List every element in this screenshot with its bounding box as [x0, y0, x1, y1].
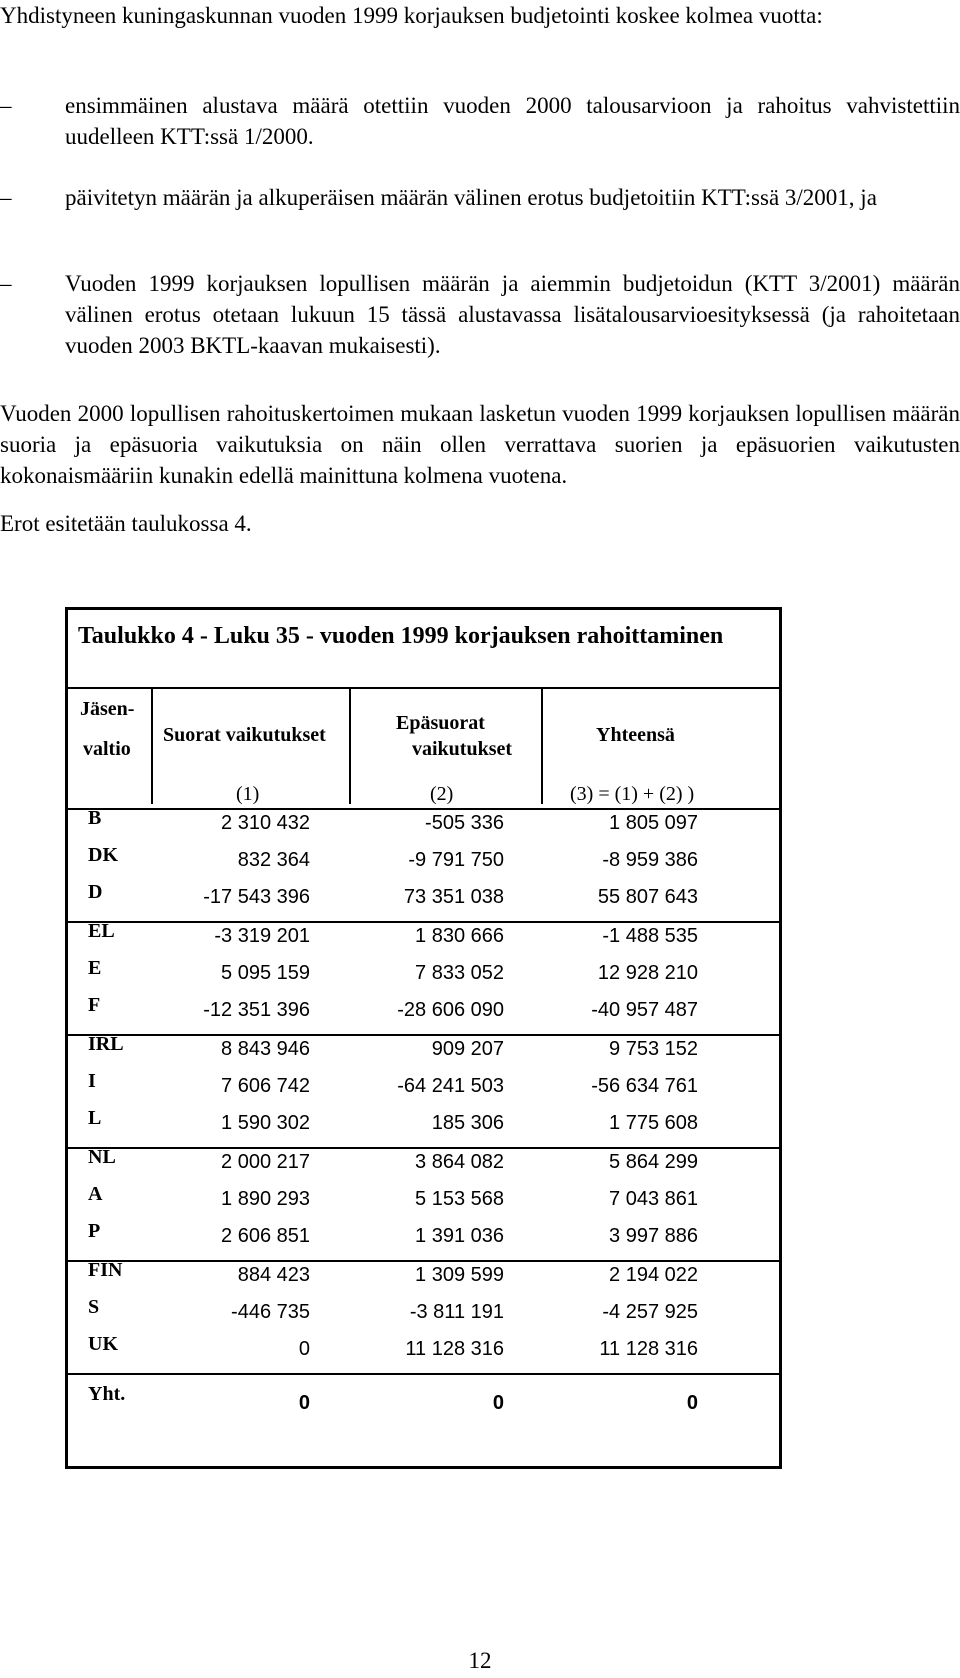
member-state-label: S: [88, 1296, 100, 1318]
indirect-value: 11 128 316: [405, 1338, 504, 1360]
indirect-value: 3 864 082: [415, 1151, 504, 1173]
indirect-value: 5 153 568: [415, 1188, 504, 1210]
direct-value: -3 319 201: [214, 925, 310, 947]
member-state-label: P: [88, 1220, 101, 1242]
indirect-value: -28 606 090: [397, 999, 504, 1021]
total-value: -4 257 925: [602, 1301, 698, 1323]
bullet-dash: –: [0, 271, 12, 296]
column-divider: [151, 687, 153, 804]
total-value: 1 775 608: [609, 1112, 698, 1134]
total-direct-value: 0: [298, 1392, 310, 1414]
member-state-label: EL: [88, 920, 115, 942]
indirect-value: 185 306: [431, 1112, 504, 1134]
header-indirect-2: vaikutukset: [412, 738, 513, 760]
direct-value: 0: [298, 1338, 310, 1360]
header-total: Yhteensä: [596, 724, 675, 746]
total-value: 5 864 299: [609, 1151, 698, 1173]
total-value: 2 194 022: [609, 1264, 698, 1286]
group-divider: [68, 921, 779, 923]
member-state-label: DK: [88, 844, 118, 866]
caption-divider: [68, 687, 779, 689]
group-divider: [68, 1034, 779, 1036]
direct-value: 7 606 742: [221, 1075, 310, 1097]
direct-value: -17 543 396: [203, 886, 310, 908]
indirect-value: 1 391 036: [415, 1225, 504, 1247]
bullet-text: päivitetyn määrän ja alkuperäisen määrän välinen erotus budjetoitiin KTT:ssä 3/2001, ja: [65, 185, 877, 210]
header-member-state-2: valtio: [83, 738, 131, 760]
paragraph-3: Erot esitetään taulukossa 4.: [0, 511, 252, 536]
direct-value: 832 364: [237, 849, 310, 871]
direct-value: 1 890 293: [221, 1188, 310, 1210]
total-value: -8 959 386: [602, 849, 698, 871]
indirect-value: 1 309 599: [415, 1264, 504, 1286]
total-value: 7 043 861: [609, 1188, 698, 1210]
indirect-value: 73 351 038: [403, 886, 504, 908]
indirect-value: 909 207: [431, 1038, 504, 1060]
total-label: Yht.: [88, 1383, 126, 1405]
direct-value: 5 095 159: [221, 962, 310, 984]
direct-value: 2 000 217: [221, 1151, 310, 1173]
table-caption: Taulukko 4 - Luku 35 - vuoden 1999 korjauksen rahoittaminen: [78, 623, 724, 649]
direct-value: 1 590 302: [221, 1112, 310, 1134]
direct-value: -446 735: [231, 1301, 310, 1323]
header-member-state-1: Jäsen-: [80, 698, 135, 720]
table-4: [65, 607, 782, 1469]
member-state-label: D: [88, 881, 103, 903]
total-indirect-value: 0: [492, 1392, 504, 1414]
subheader-col3: (3) = (1) + (2) ): [570, 783, 695, 805]
direct-value: -12 351 396: [203, 999, 310, 1021]
member-state-label: FIN: [88, 1259, 123, 1281]
total-value: -56 634 761: [591, 1075, 698, 1097]
member-state-label: UK: [88, 1333, 118, 1355]
bullet-text: ensimmäinen alustava määrä otettiin vuoden 2000 talousarvioon ja rahoitus vahvistettiin uudelleen KTT:ssä 1/2000.: [65, 93, 960, 149]
member-state-label: B: [88, 807, 102, 829]
total-value: 1 805 097: [609, 812, 698, 834]
column-divider: [349, 687, 351, 804]
group-divider: [68, 1260, 779, 1262]
page-number: 12: [468, 1648, 492, 1673]
direct-value: 884 423: [237, 1264, 310, 1286]
total-value: -40 957 487: [591, 999, 698, 1021]
group-divider: [68, 1373, 779, 1375]
indirect-value: -9 791 750: [408, 849, 504, 871]
indirect-value: 1 830 666: [415, 925, 504, 947]
bullet-dash: –: [0, 93, 12, 118]
indirect-value: -3 811 191: [409, 1301, 504, 1323]
indirect-value: -505 336: [425, 812, 504, 834]
bullet-text: Vuoden 1999 korjauksen lopullisen määrän ja aiemmin budjetoidun (KTT 3/2001) määrän välinen erotus otetaan lukuun 15 tässä alustavassa lisätalousarvioesityksessä (ja rahoitetaan vuoden 2003 BKTL-kaavan mukaisesti).: [65, 271, 960, 358]
intro-paragraph: Yhdistyneen kuningaskunnan vuoden 1999 korjauksen budjetointi koskee kolmea vuotta:: [0, 3, 823, 28]
member-state-label: F: [88, 994, 101, 1016]
header-indirect-1: Epäsuorat: [396, 712, 485, 734]
member-state-label: A: [88, 1183, 103, 1205]
indirect-value: -64 241 503: [397, 1075, 504, 1097]
column-divider: [541, 687, 543, 804]
total-value: 11 128 316: [599, 1338, 698, 1360]
total-value: 12 928 210: [597, 962, 698, 984]
member-state-label: I: [88, 1070, 96, 1092]
direct-value: 2 310 432: [221, 812, 310, 834]
group-divider: [68, 808, 779, 810]
member-state-label: L: [88, 1107, 102, 1129]
total-value: 9 753 152: [609, 1038, 698, 1060]
total-value: 55 807 643: [597, 886, 698, 908]
group-divider: [68, 1147, 779, 1149]
paragraph-2: Vuoden 2000 lopullisen rahoituskertoimen mukaan lasketun vuoden 1999 korjauksen lopullisen määrän suoria ja epäsuoria vaikutuksia on näin ollen verrattava suorien ja epäsuorien vaikutusten kokonaismääriin kunakin edellä mainittuna kolmena vuotena.: [0, 401, 960, 488]
member-state-label: NL: [88, 1146, 116, 1168]
subheader-col2: (2): [430, 783, 454, 805]
indirect-value: 7 833 052: [415, 962, 504, 984]
subheader-col1: (1): [236, 783, 260, 805]
total-total-value: 0: [686, 1392, 698, 1414]
total-value: -1 488 535: [602, 925, 698, 947]
member-state-label: IRL: [88, 1033, 124, 1055]
bullet-dash: –: [0, 185, 12, 210]
member-state-label: E: [88, 957, 102, 979]
direct-value: 8 843 946: [221, 1038, 310, 1060]
total-value: 3 997 886: [609, 1225, 698, 1247]
direct-value: 2 606 851: [221, 1225, 310, 1247]
header-direct: Suorat vaikutukset: [163, 724, 326, 746]
